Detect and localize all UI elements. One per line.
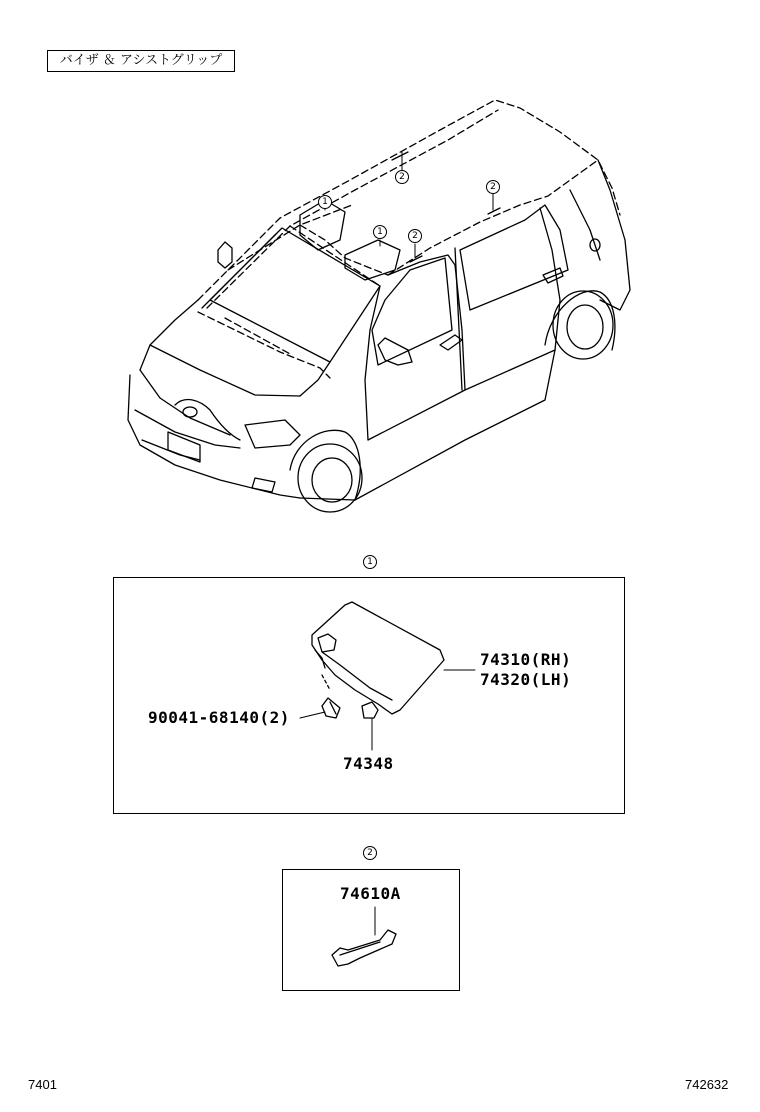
footer-left-code: 7401 bbox=[28, 1077, 57, 1092]
callout-visor-right: 1 bbox=[373, 225, 387, 239]
part-number-grip: 74610A bbox=[340, 884, 401, 903]
part-number-visor-lh: 74320(LH) bbox=[480, 670, 572, 689]
callout-grip-roof: 2 bbox=[395, 170, 409, 184]
section-visor-callout: 1 bbox=[363, 555, 377, 569]
part-number-screw: 90041-68140(2) bbox=[148, 708, 290, 727]
part-number-visor-rh: 74310(RH) bbox=[480, 650, 572, 669]
footer-right-code: 742632 bbox=[685, 1077, 729, 1092]
diagram-title: バイザ ＆ アシストグリップ bbox=[47, 50, 235, 72]
callout-grip-front: 2 bbox=[408, 229, 422, 243]
callout-grip-rear: 2 bbox=[486, 180, 500, 194]
callout-visor-left: 1 bbox=[318, 195, 332, 209]
part-number-clip: 74348 bbox=[343, 754, 394, 773]
section-grip-callout: 2 bbox=[363, 846, 377, 860]
